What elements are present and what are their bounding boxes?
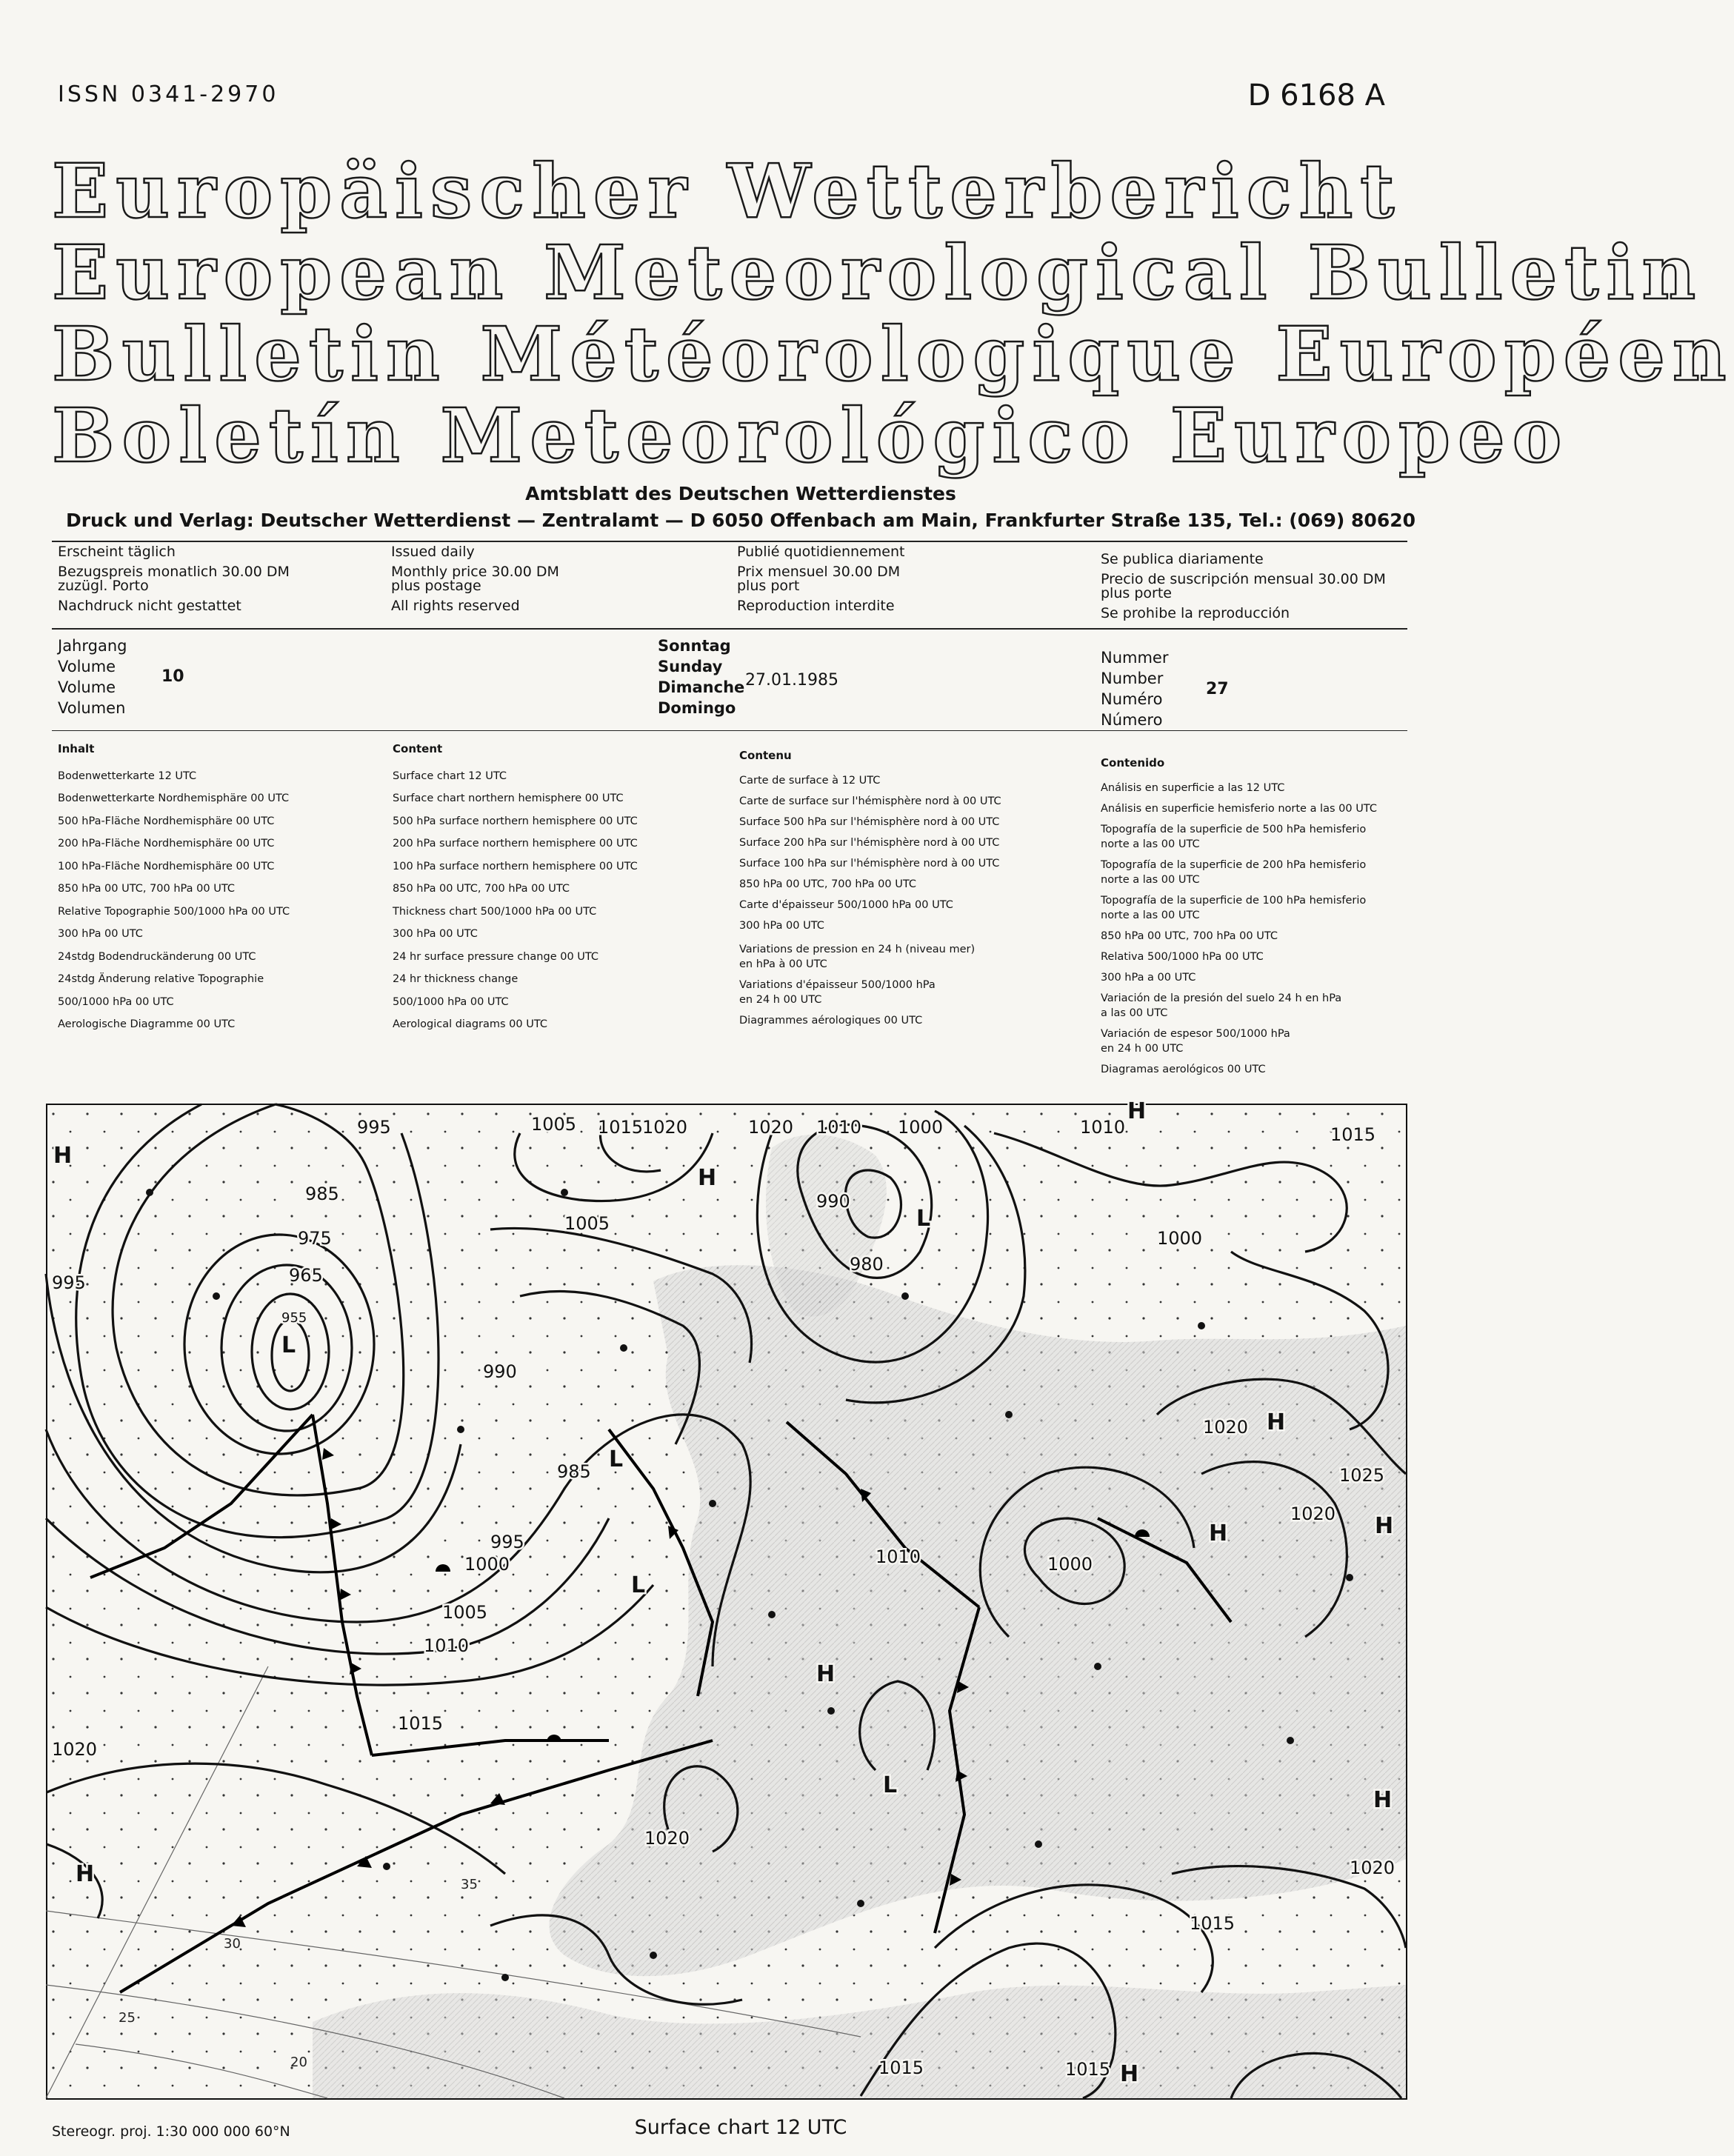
volume-label: Volume [58,678,116,696]
contents-item: 24 hr thickness change [393,973,518,985]
station [457,1426,464,1433]
isobar-label: 995 [52,1272,86,1293]
station [146,1189,153,1196]
low-center: L [916,1206,931,1232]
isobar-label: 985 [305,1184,339,1204]
low-center: L [631,1572,646,1598]
day-labels [658,635,744,718]
sub-es-line: plus porte [1101,585,1172,601]
high-center: H [816,1661,836,1687]
volume-value: 10 [161,667,184,686]
isobar-label: 990 [816,1191,850,1212]
contents-item: Aerological diagrams 00 UTC [393,1018,547,1030]
high-center: H [1209,1521,1228,1546]
isobar-label: 1000 [464,1554,510,1575]
contents-item: Bodenwetterkarte Nordhemisphäre 00 UTC [58,792,290,804]
isobar-label: 1020 [1350,1858,1395,1878]
station [620,1344,627,1352]
contents-item: Carte de surface à 12 UTC [739,775,881,787]
sub-fr-line: Reproduction interdite [737,598,895,614]
station [501,1974,509,1981]
isobar-label: 1005 [442,1602,488,1623]
contents-item: en 24 h 00 UTC [739,994,822,1006]
official-gazette: Amtsblatt des Deutschen Wetterdienstes [525,483,956,504]
divider [52,730,1407,731]
contents-item: 300 hPa 00 UTC [739,920,824,932]
contents-item: 24 hr surface pressure change 00 UTC [393,950,599,963]
contents-item: Análisis en superficie a las 12 UTC [1101,782,1285,794]
contents-item: 850 hPa 00 UTC, 700 hPa 00 UTC [739,878,916,890]
subscription-de [58,542,290,616]
station [383,1863,390,1870]
subscription-en [391,542,559,616]
contents-item: 300 hPa 00 UTC [393,928,478,940]
isobar-label: 1015 [398,1713,444,1734]
low-center: L [281,1332,296,1358]
isobar-label: 1015 [1065,2059,1111,2080]
contents-de [58,738,290,1036]
latitude-label: 35 [461,1877,478,1892]
contents-heading: Content [393,742,443,755]
sub-de-line: zuzügl. Porto [58,578,149,594]
isobar-label: 1000 [1157,1228,1203,1249]
station [768,1611,776,1618]
contents-item: en 24 h 00 UTC [1101,1043,1184,1055]
title-spanish: Boletín Meteorológico Europeo [52,392,1570,479]
high-center: H [1127,1098,1147,1124]
volume-label: Jahrgang [58,637,127,655]
contents-item: Bodenwetterkarte 12 UTC [58,770,197,782]
station [709,1500,716,1507]
isobar-label: 1015 [1330,1124,1376,1145]
contents-item: Aerologische Diagramme 00 UTC [58,1018,236,1030]
station [213,1292,220,1300]
latitude-label: 30 [224,1936,241,1952]
contents-heading: Contenido [1101,756,1165,770]
high-center: H [1373,1787,1393,1813]
contents-item: 24stdg Bodendruckänderung 00 UTC [58,950,256,963]
volume-labels [58,635,127,718]
map-caption: Surface chart 12 UTC [634,2116,847,2139]
isobar-label: 980 [850,1254,884,1275]
contents-item: Thickness chart 500/1000 hPa 00 UTC [393,905,597,918]
station [1287,1737,1294,1744]
high-center: H [1120,2061,1139,2087]
contents-item: 850 hPa 00 UTC, 700 hPa 00 UTC [393,883,570,895]
sub-de-line: Bezugspreis monatlich 30.00 DM [58,564,290,580]
sub-es-line: Se prohibe la reproducción [1101,605,1290,621]
station [1005,1411,1013,1418]
contents-item: 24stdg Änderung relative Topographie [58,973,264,985]
isobar-label: 1020 [748,1117,794,1138]
high-center: H [76,1861,95,1887]
station [857,1900,864,1907]
title-french: Bulletin Météorologique Européen [52,310,1734,398]
contents-heading: Contenu [739,749,792,762]
number-label: Number [1101,670,1164,687]
sub-fr-line: plus port [737,578,800,594]
day-label: Domingo [658,699,736,717]
latitude-label: 25 [119,2010,136,2026]
contents-item: Surface 200 hPa sur l'hémisphère nord à 00 UTC [739,837,1000,849]
number-label: Nummer [1101,649,1169,667]
contents-item: Surface 500 hPa sur l'hémisphère nord à 00 UTC [739,816,1000,828]
contents-item: Variations d'épaisseur 500/1000 hPa [739,979,936,991]
issue-date: 27.01.1985 [745,671,838,690]
isobar-label: 1020 [644,1828,690,1849]
station [650,1952,657,1959]
isobar-label: 1010 [816,1117,862,1138]
publication-number: D 6168 A [1247,79,1385,113]
number-labels [1101,647,1169,730]
sub-es-line: Precio de suscripción mensual 30.00 DM [1101,571,1386,587]
isobar-label: 1005 [531,1114,577,1135]
contents-item: Variations de pression en 24 h (niveau mer) [739,944,976,955]
contents-item: Diagramas aerológicos 00 UTC [1101,1064,1266,1075]
day-label: Sunday [658,658,723,675]
isobar-label: 1010 [876,1546,921,1567]
contents-item: en hPa à 00 UTC [739,958,827,970]
contents-item: 500 hPa surface northern hemisphere 00 UTC [393,815,638,827]
isobar-label: 990 [483,1361,517,1382]
contents-item: Análisis en superficie hemisferio norte a las 00 UTC [1101,803,1377,815]
volume-label: Volume [58,658,116,675]
isobar-label: 1020 [1290,1503,1336,1524]
issue-number: 27 [1206,680,1229,698]
sub-en-line: Issued daily [391,544,475,560]
isobar-label: 995 [357,1117,391,1138]
contents-item: norte a las 00 UTC [1101,874,1200,886]
contents-item: a las 00 UTC [1101,1007,1168,1019]
sub-en-line: All rights reserved [391,598,520,614]
contents-item: Topografía de la superficie de 100 hPa hemisferio [1101,895,1367,907]
station [901,1292,909,1300]
contents-item: Relative Topographie 500/1000 hPa 00 UTC [58,905,290,918]
contents-heading: Inhalt [58,742,95,755]
volume-label: Volumen [58,699,126,717]
sub-en-line: plus postage [391,578,481,594]
latitude-label: 20 [290,2055,307,2070]
contents-item: 850 hPa 00 UTC, 700 hPa 00 UTC [1101,930,1278,942]
contents-item: Relativa 500/1000 hPa 00 UTC [1101,951,1264,963]
isobar-label: 965 [289,1265,323,1286]
contents-es [1101,752,1377,1080]
high-center: H [1267,1409,1286,1435]
contents-item: 200 hPa-Fläche Nordhemisphäre 00 UTC [58,838,275,850]
isobar-label: 975 [298,1228,332,1249]
isobar-label: 1020 [642,1117,688,1138]
sub-de-line: Erscheint täglich [58,544,176,560]
day-label: Sonntag [658,637,731,655]
divider [52,628,1407,630]
subscription-fr [737,542,904,616]
isobar-label: 1005 [564,1213,610,1234]
contents-item: 500 hPa-Fläche Nordhemisphäre 00 UTC [58,815,275,827]
isobar-label: 985 [557,1461,591,1482]
contents-item: Diagrammes aérologiques 00 UTC [739,1015,923,1027]
sub-fr-line: Publié quotidiennement [737,544,905,560]
publisher-line: Druck und Verlag: Deutscher Wetterdienst — Zentralamt — D 6050 Offenbach am Main, Frankfurter Straße 135, Tel.: (069) 80620 [65,510,1416,531]
isobar-label: 1020 [1203,1417,1249,1438]
contents-item: Variación de espesor 500/1000 hPa [1101,1028,1290,1040]
contents-fr [739,745,1001,1031]
high-center: H [53,1143,73,1169]
title-english: European Meteorological Bulletin [52,229,1704,316]
high-center: H [1375,1513,1394,1539]
sub-de-line: Nachdruck nicht gestattet [58,598,241,614]
contents-item: 850 hPa 00 UTC, 700 hPa 00 UTC [58,883,235,895]
contents-item: Carte d'épaisseur 500/1000 hPa 00 UTC [739,899,953,911]
isobar-label: 995 [490,1532,524,1552]
station [1035,1840,1042,1848]
isobar-label: 955 [281,1310,307,1326]
contents-item: norte a las 00 UTC [1101,838,1200,850]
day-label: Dimanche [658,678,745,696]
sub-es-line: Se publica diariamente [1101,551,1264,567]
contents-item: norte a las 00 UTC [1101,910,1200,921]
contents-item: Topografía de la superficie de 500 hPa hemisferio [1101,824,1367,835]
contents-en [393,738,638,1036]
issn: ISSN 0341-2970 [58,81,279,107]
station [1198,1322,1205,1329]
title-german: Europäischer Wetterbericht [52,147,1402,235]
contents-item: 200 hPa surface northern hemisphere 00 UTC [393,838,638,850]
isobar-label: 1000 [1047,1554,1093,1575]
contents-item: 100 hPa-Fläche Nordhemisphäre 00 UTC [58,860,275,872]
number-label: Numéro [1101,690,1163,708]
contents-item: 100 hPa surface northern hemisphere 00 UTC [393,860,638,872]
contents-item: Surface chart northern hemisphere 00 UTC [393,792,624,804]
station [561,1189,568,1196]
isobar-label: 1015 [878,2057,924,2078]
isobar-label: 1015 [1190,1913,1236,1934]
contents-item: Topografía de la superficie de 200 hPa hemisferio [1101,859,1367,871]
high-center: H [698,1165,717,1191]
low-center: L [609,1446,624,1472]
contents-item: Variación de la presión del suelo 24 h en hPa [1101,992,1342,1004]
low-center: L [883,1772,898,1798]
station [1346,1574,1353,1581]
contents-item: 300 hPa 00 UTC [58,928,143,940]
isobar-label: 1000 [898,1117,944,1138]
subscription-es [1101,550,1386,624]
isobar-label: 1020 [52,1739,98,1760]
number-label: Número [1101,711,1163,729]
station [827,1707,835,1715]
isobar-label: 1010 [1080,1117,1126,1138]
contents-item: 500/1000 hPa 00 UTC [393,995,509,1008]
contents-item: Surface 100 hPa sur l'hémisphère nord à 00 UTC [739,858,1000,870]
isobar-label: 1010 [424,1635,470,1656]
isobar-label: 1025 [1339,1465,1385,1486]
surface-chart-map [46,1098,1407,2100]
contents-item: 500/1000 hPa 00 UTC [58,995,174,1008]
contents-item: Carte de surface sur l'hémisphère nord à 00 UTC [739,795,1001,807]
station [1094,1663,1101,1670]
map-projection-note: Stereogr. proj. 1:30 000 000 60°N [52,2123,290,2140]
contents-item: 300 hPa a 00 UTC [1101,972,1196,984]
sub-fr-line: Prix mensuel 30.00 DM [737,564,901,580]
isobar-label: 1015 [598,1117,644,1138]
sub-en-line: Monthly price 30.00 DM [391,564,559,580]
contents-item: Surface chart 12 UTC [393,770,507,782]
